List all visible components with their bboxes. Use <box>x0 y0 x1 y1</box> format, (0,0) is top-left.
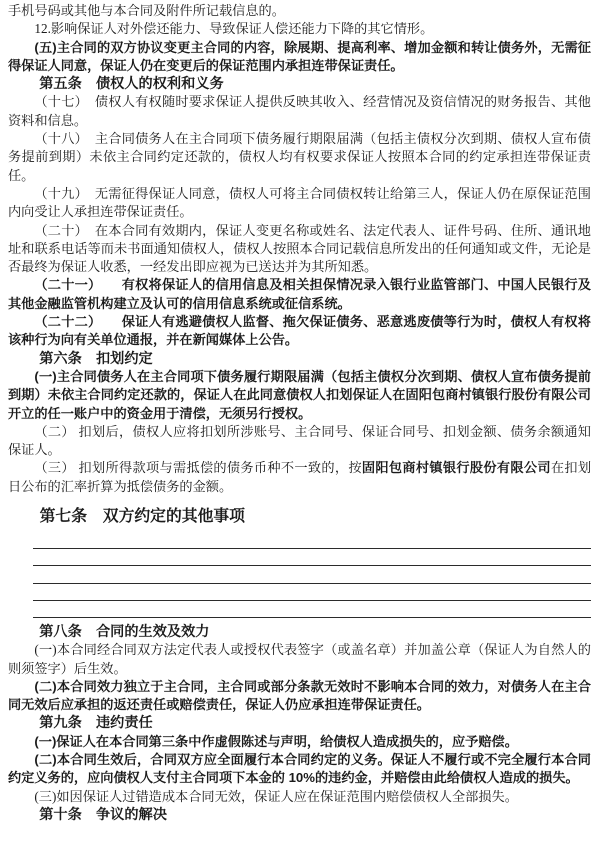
blank-fill-line <box>33 566 591 583</box>
section-heading: 第九条 违约责任 <box>39 715 153 732</box>
paragraph: 手机号码或其他与本合同及附件所记载信息的。 <box>8 3 285 18</box>
document-body <box>8 2 591 824</box>
text-segment: （三） 扣划所得款项与需抵偿的债务币种不一致的，按 <box>34 460 362 476</box>
paragraph: (一)主合同债务人在主合同项下债务履行期限届满（包括主债权分次到期、债权人宣布债务提前到期）未依主合同约定还款的，保证人在此同意债权人扣划保证人在固阳包商村镇银行股份有限公司开立的任一账户中的资金用于清偿，无须另行授权。 <box>8 368 591 421</box>
fill-in-blank-lines <box>8 532 591 618</box>
paragraph: （十八） 主合同债务人在主合同项下债务履行期限届满（包括主债权分次到期、债权人宣布债务提前到期）未依主合同约定还款的，债权人均有权要求保证人按照本合同的约定承担连带保证责任。 <box>8 131 591 183</box>
paragraph: （二十一） 有权将保证人的信用信息及相关担保情况录入银行业监管部门、中国人民银行及其他金融监管机构建立及认可的信用信息系统或征信系统。 <box>8 277 591 311</box>
section-heading: 第五条 债权人的权利和义务 <box>39 76 224 93</box>
paragraph: （二十二） 保证人有逃避债权人监督、拖欠保证债务、恶意逃废债等行为时，债权人有权将该种行为向有关单位通报，并在新闻媒体上公告。 <box>8 314 591 348</box>
blank-fill-line <box>33 549 591 566</box>
paragraph: （二） 扣划后，债权人应将扣划所涉账号、主合同号、保证合同号、扣划金额、债务余额通知保证人。 <box>8 423 591 458</box>
paragraph: （十七） 债权人有权随时要求保证人提供反映其收入、经营情况及资信情况的财务报告、其他资料和信息。 <box>8 94 591 128</box>
paragraph <box>8 459 591 496</box>
text-segment: 在扣划日公布的汇率折算为抵偿债务的金额。 <box>8 460 592 494</box>
section-heading: 第八条 合同的生效及效力 <box>39 623 210 640</box>
paragraph: (五)主合同的双方协议变更主合同的内容，除展期、提高利率、增加金额和转让债务外，无需征得保证人同意，保证人仍在变更后的保证范围内承担连带保证责任。 <box>8 39 591 73</box>
paragraph: （二十） 在本合同有效期内，保证人变更名称或姓名、法定代表人、证件号码、住所、通讯地址和联系电话等而未书面通知债权人，债权人按照本合同记载信息所发出的任何通知或文件，无论是否最终为保证人收悉，一经发出即应视为已送达并为其所知悉。 <box>8 222 591 275</box>
paragraph: (一)本合同经合同双方法定代表人或授权代表签字（或盖名章）并加盖公章（保证人为自然人的则须签字）后生效。 <box>8 642 591 676</box>
blank-fill-line <box>33 532 591 549</box>
section-heading: 第十条 争议的解决 <box>39 806 167 823</box>
blank-fill-line <box>33 601 591 618</box>
paragraph: (三)如因保证人过错造成本合同无效，保证人应在保证范围内赔偿债权人全部损失。 <box>34 788 518 804</box>
paragraph: (一)保证人在本合同第三条中作虚假陈述与声明，给债权人造成损失的，应予赔偿。 <box>34 733 518 749</box>
paragraph: (二)本合同生效后，合同双方应全面履行本合同约定的义务。保证人不履行或不完全履行本合同约定义务的，应向债权人支付主合同项下本金的 10%的违约金，并赔偿由此给债权人造成的损失。 <box>8 752 591 786</box>
section-heading: 第六条 扣划约定 <box>39 350 153 367</box>
blank-fill-line <box>33 584 591 601</box>
paragraph: （十九） 无需征得保证人同意，债权人可将主合同债权转让给第三人，保证人仍在原保证范围内向受让人承担连带保证责任。 <box>8 185 591 220</box>
emphasized-text: 固阳包商村镇银行股份有限公司 <box>361 460 551 476</box>
paragraph: 12.影响保证人对外偿还能力、导致保证人偿还能力下降的其它情形。 <box>34 21 434 37</box>
paragraph: (二)本合同效力独立于主合同，主合同或部分条款无效时不影响本合同的效力，对债务人在主合同无效后应承担的返还责任或赔偿责任，保证人仍应承担连带保证责任。 <box>8 678 591 713</box>
section-heading-large: 第七条 双方约定的其他事项 <box>39 508 245 526</box>
